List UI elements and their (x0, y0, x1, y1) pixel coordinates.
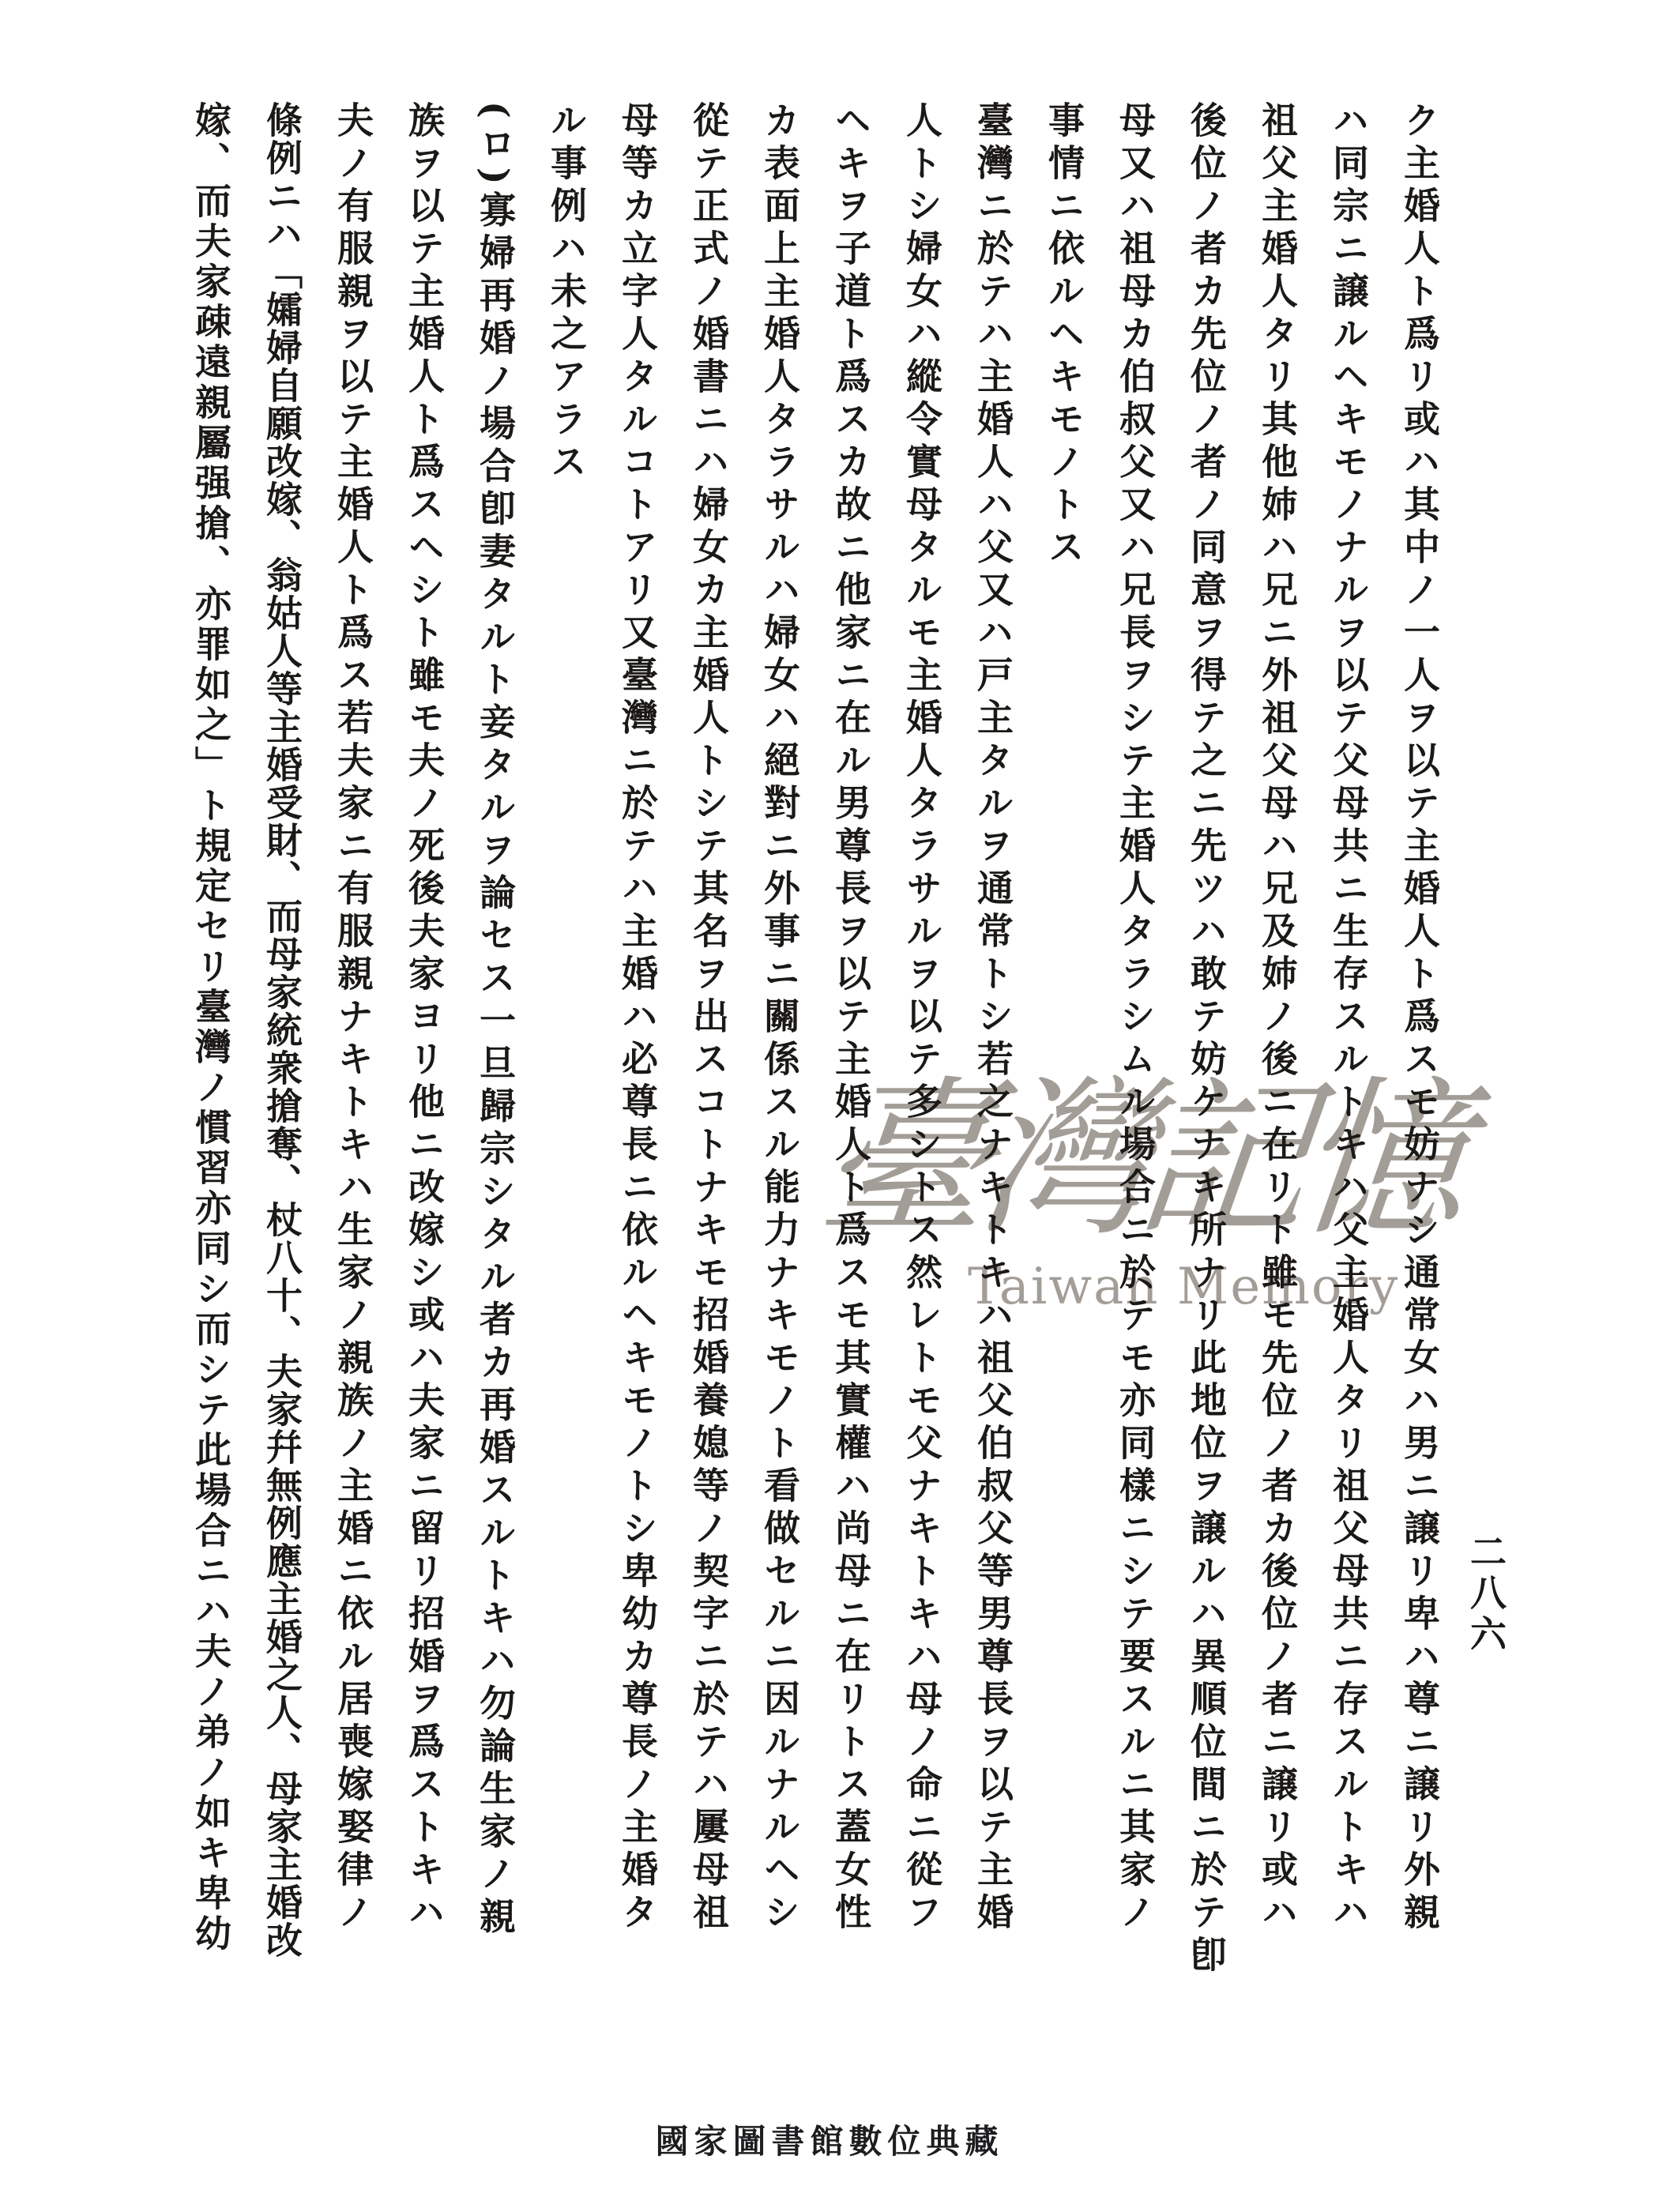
text-column-3: 祖父主婚人タリ其他姉ハ兄ニ外祖父母ハ兄及姉ノ後ニ在リト雖モ先位ノ者カ後位ノ者ニ譲リ或ハ (1256, 101, 1299, 1936)
text-column-4: 後位ノ者カ先位ノ者ノ同意ヲ得テ之ニ先ツハ敢テ妨ケナキ所ナリ此地位ヲ譲ルハ異順位間ニ於テ卽 (1185, 101, 1228, 1978)
text-column-10: カ表面上主婚人タラサルハ婦女ハ絕對ニ外事ニ關係スル能力ナキモノト看做セルニ因ルナルヘシ (758, 101, 801, 1936)
text-column-13: ル事例ハ未之アラス (545, 101, 588, 485)
text-column-15: 族ヲ以テ主婚人ト爲スヘシト雖モ夫ノ死後夫家ヨリ他ニ改嫁シ或ハ夫家ニ留リ招婚ヲ爲ストキハ (403, 101, 446, 1936)
watermark-latin-text: Taiwan Memory (968, 1258, 1400, 1316)
text-column-18: 嫁、而夫家疎遠親屬强搶、亦罪如之」ト規定セリ臺灣ノ慣習亦同シ而シテ此場合ニハ夫ノ弟ノ如キ卑幼 (190, 101, 232, 1954)
text-column-6: 事情ニ依ルヘキモノトス (1043, 101, 1085, 570)
text-column-7: 臺灣ニ於テハ主婚人ハ父又ハ戸主タルヲ通常トシ若之ナキトキハ祖父伯叔父等男尊長ヲ以テ主婚 (972, 101, 1014, 1936)
watermark-cjk-text: 臺灣記憶 (811, 1060, 1468, 1258)
vertical-text-block (175, 101, 1455, 1997)
text-column-16: 夫ノ有服親ヲ以テ主婚人ト爲ス若夫家ニ有服親ナキトキハ生家ノ親族ノ主婚ニ依ル居喪嫁娶律ノ (332, 101, 374, 1936)
text-column-17: 條例ニハ「孀婦自願改嫁、翁姑人等主婚受財、而母家統衆搶奪、杖八十、夫家幷無例應主婚之人、母家主婚改 (261, 101, 303, 1959)
text-column-2: ハ同宗ニ譲ルヘキモノナルヲ以テ父母共ニ生存スルトキハ父主婚人タリ祖父母共ニ存スルトキハ (1327, 101, 1370, 1936)
text-column-14: (ロ)寡婦再婚ノ場合卽妻タルト妾タルヲ論セス一旦歸宗シタル者カ再婚スルトキハ勿論生家ノ親 (474, 101, 517, 1940)
text-column-12: 母等カ立字人タルコトアリ又臺灣ニ於テハ主婚ハ必尊長ニ依ルヘキモノトシ卑幼カ尊長ノ主婚タ (616, 101, 659, 1936)
archive-footer-caption: 國家圖書館數位典藏 (655, 2122, 1004, 2161)
text-column-5: 母又ハ祖母カ伯叔父又ハ兄長ヲシテ主婚人タラシムル場合ニ於テモ亦同樣ニシテ要スルニ其家ノ (1114, 101, 1157, 1936)
text-column-11: 從テ正式ノ婚書ニハ婦女カ主婚人トシテ其名ヲ出スコトナキモ招婚養媳等ノ契字ニ於テハ屢母祖 (687, 101, 730, 1936)
text-column-1: ク主婚人ト爲リ或ハ其中ノ一人ヲ以テ主婚人ト爲スモ妨ナシ通常女ハ男ニ譲リ卑ハ尊ニ譲リ外親 (1398, 101, 1441, 1936)
page-number: 二八六 (1465, 1533, 1507, 1656)
text-column-8: 人トシ婦女ハ縱令實母タルモ主婚人タラサルヲ以テ多シトス然レトモ父ナキトキハ母ノ命ニ從フ (901, 101, 943, 1936)
text-column-9: ヘキヲ子道ト爲スカ故ニ他家ニ在ル男尊長ヲ以テ主婚人ト爲スモ其實權ハ尚母ニ在リトス蓋女性 (830, 101, 872, 1936)
